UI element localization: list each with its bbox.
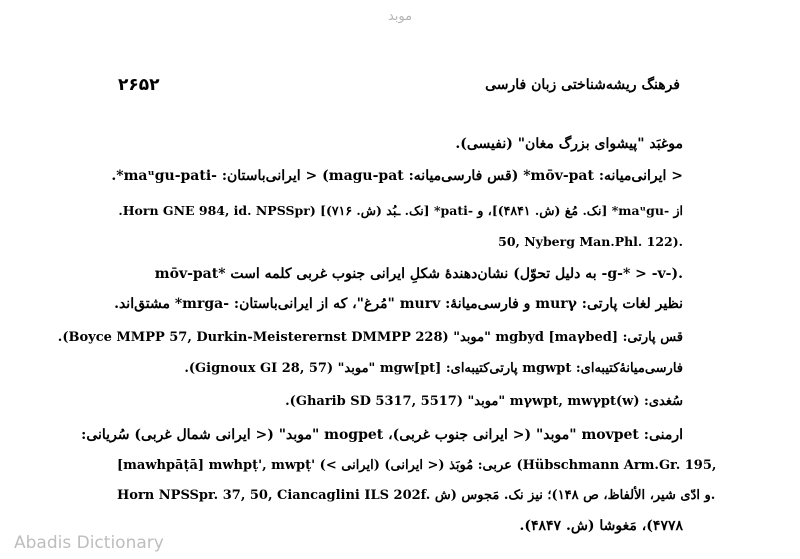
page-number: ۲۶۵۲ bbox=[118, 75, 160, 95]
entry-line: از -maᵘgu* [نک. مُغ (ش. ۴۸۴۱)]، و -pati* [نک. ـبُد (ش. ۷۱۶)] (Horn GNE 984, id. NPSSpr. bbox=[118, 203, 683, 218]
site-watermark: Abadis Dictionary bbox=[14, 533, 164, 553]
book-title: فرهنگ ریشه‌شناختی زبان فارسی bbox=[485, 77, 680, 93]
entry-line: سُغدی: mγwpt, mwγpt(w) "موبد" (Gharib SD 5317, 5517). bbox=[285, 394, 683, 409]
entry-line: [mawhpāṭā] mwhpṭ', mwpṭ' (< ایرانی) عربی: مُوبَذ (< ایرانی) (Hübschmann Arm.Gr. 195, bbox=[117, 458, 717, 473]
entry-line: ۴۷۷۸)، مَغوشا (ش. ۴۸۴۷). bbox=[519, 518, 683, 534]
entry-line: 50, Nyberg Man.Phl. 122). bbox=[498, 234, 683, 249]
entry-line-headword: موغبَد "پیشوای بزرگ مغان" (نفیسی). bbox=[455, 136, 683, 152]
entry-line: نظیر لغات پارتی: murγ و فارسی‌میانهٔ: murv "مُرغ"، که از ایرانی‌باستان: -mrga* مشتق‌اند. bbox=[114, 296, 683, 312]
top-watermark: موبد bbox=[387, 9, 413, 24]
entry-line: < ایرانی‌میانه: mōv-pat* (قس فارسی‌میانه: magu-pat) < ایرانی‌باستان: -maᵘgu-pati*. bbox=[111, 168, 683, 184]
entry-line: mōv-pat* نشان‌دهندهٔ شکلِ ایرانی جنوب غربی کلمه است (به دلیل تحوّل -g-* > -v-). bbox=[154, 266, 683, 282]
entry-line: فارسی‌میانهٔ‌کتیبه‌ای: mgwpt پارتی‌کتیبه‌ای: [pt]mgw "موبد" (Gignoux GI 28, 57). bbox=[184, 361, 683, 376]
entry-line: ارمنی: movpet "موبد" (< ایرانی جنوب غربی)، mogpet "موبد" (< ایرانی شمال غربی) سُریانی: bbox=[81, 427, 683, 443]
entry-line: Horn NPSSpr. 37, 50, Ciancaglini ILS 202f. و ادّی شیر، الألفاظ، ص ۱۴۸)؛ نیز نک. مَجوس (ش. bbox=[117, 488, 716, 503]
page-header bbox=[118, 72, 680, 98]
entry-line: قس پارتی: [maγbed] mgbyd "موبد" (Boyce MMPP 57, Durkin-Meisterernst DMMPP 228). bbox=[57, 330, 683, 345]
